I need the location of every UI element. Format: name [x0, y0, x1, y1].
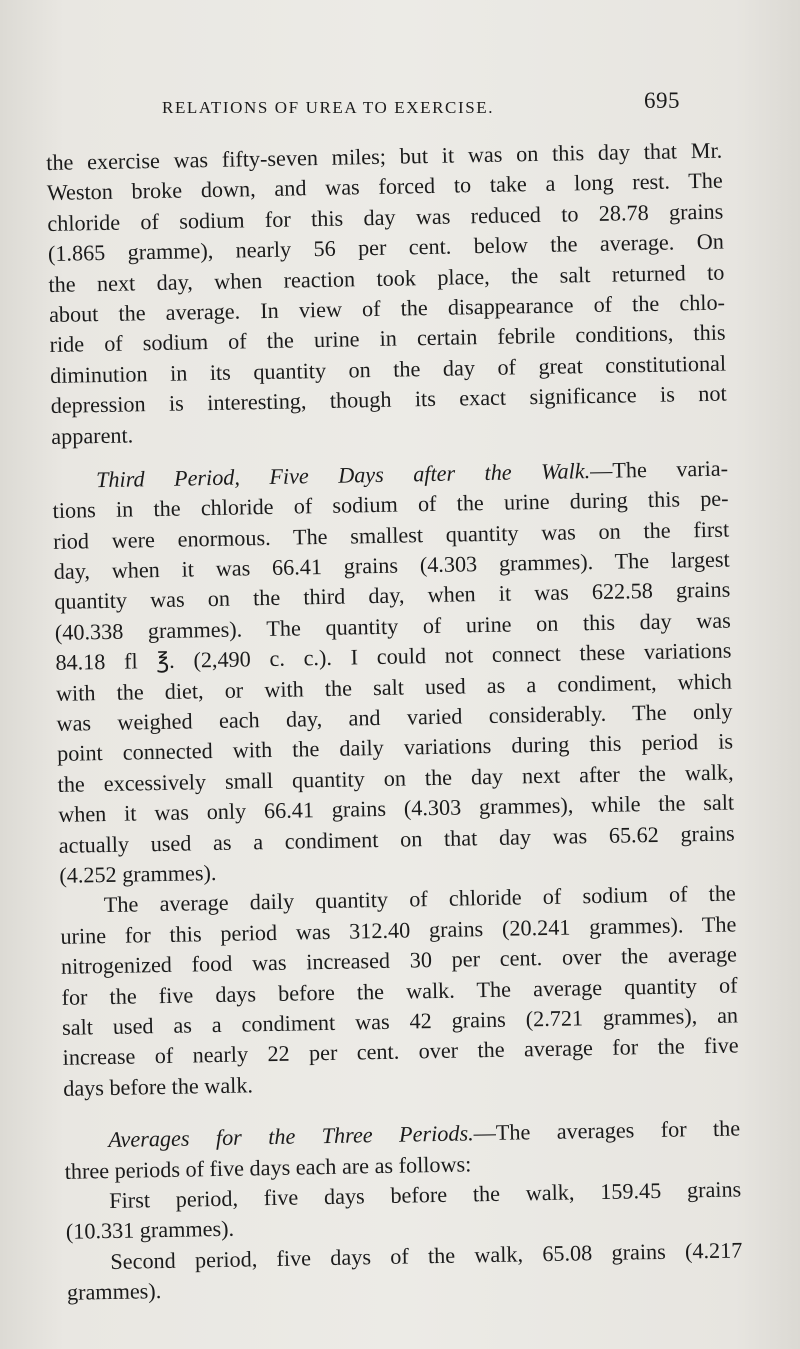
text-line: (10.331 grammes). [65, 1216, 235, 1245]
text-line: ride of sodium of the urine in certain febrile conditions, this [49, 319, 726, 358]
text-line: when it was only 66.41 grains (4.303 grammes), while the salt [57, 789, 735, 828]
text-line: quantity was on the third day, when it was 622.58 grains [54, 577, 731, 615]
text-line: nitrogenized food was increased 30 per cent. over the average [60, 941, 738, 980]
section-heading-rest: —The averages for the [473, 1115, 741, 1146]
page-number: 695 [644, 88, 680, 113]
text-line: days before the walk. [63, 1072, 254, 1101]
text-line: Weston broke down, and was forced to take a long rest. The [46, 167, 723, 206]
text-line: the next day, when reaction took place, the salt returned to [48, 259, 725, 297]
text-line: tions in the chloride of sodium of the urine during this pe- [52, 485, 729, 524]
text-line: riod were enormous. The smallest quantity was on the first [52, 516, 730, 554]
text-line: about the average. In view of the disappearance of the chlo- [48, 289, 726, 327]
text-line: chloride of sodium for this day was reduced to 28.78 grains [47, 198, 724, 236]
body-text [46, 136, 743, 1309]
section-heading: Averages for the Three Periods. [107, 1120, 474, 1153]
text-line: the excessively small quantity on the day next after the walk, [57, 759, 734, 797]
text-line: urine for this period was 312.40 grains (20.241 grammes). The [60, 911, 737, 949]
text-line: actually used as a condiment on that day was 65.62 grains [58, 820, 735, 858]
running-head [160, 88, 680, 128]
text-line: salt used as a condiment was 42 grains (2.721 grammes), an [61, 1002, 739, 1040]
section-heading-rest: —The varia- [589, 455, 729, 483]
running-head-title: RELATIONS OF UREA TO EXERCISE. [162, 98, 495, 117]
text-line: the exercise was fifty-seven miles; but it was on this day that Mr. [46, 137, 723, 175]
text-line: was weighed each day, and varied considerably. The only [56, 698, 733, 736]
text-line: apparent. [51, 421, 134, 449]
text-line: (1.865 gramme), nearly 56 per cent. below the average. On [47, 228, 725, 267]
text-line: diminution in its quantity on the day of great constitutional [49, 350, 727, 388]
text-line: First period, five days before the walk, 159.45 grains [109, 1176, 742, 1213]
section-heading: Third Period, Five Days after the Walk. [95, 457, 591, 493]
text-line: for the five days before the walk. The average quantity of [61, 972, 738, 1010]
text-line: depression is interesting, though its exact significance is not [50, 380, 727, 419]
text-line: increase of nearly 22 per cent. over the average for the five [62, 1032, 739, 1071]
text-line: Second period, five days of the walk, 65.08 grains (4.217 [110, 1237, 743, 1274]
text-line: (4.252 grammes). [59, 859, 217, 888]
text-line: grammes). [66, 1278, 162, 1305]
text-line: three periods of five days each are as follows: [64, 1150, 472, 1184]
text-line: The average daily quantity of chloride of sodium of the [103, 880, 737, 918]
text-line: 84.18 fl ℥. (2,490 c. c.). I could not connect these variations [55, 637, 732, 676]
text-line: point connected with the daily variations during this period is [56, 728, 734, 767]
text-line: with the diet, or with the salt used as a condiment, which [55, 668, 733, 706]
text-line: day, when it was 66.41 grains (4.303 grammes). The largest [53, 546, 730, 585]
text-line: (40.338 grammes). The quantity of urine on this day was [54, 607, 731, 645]
